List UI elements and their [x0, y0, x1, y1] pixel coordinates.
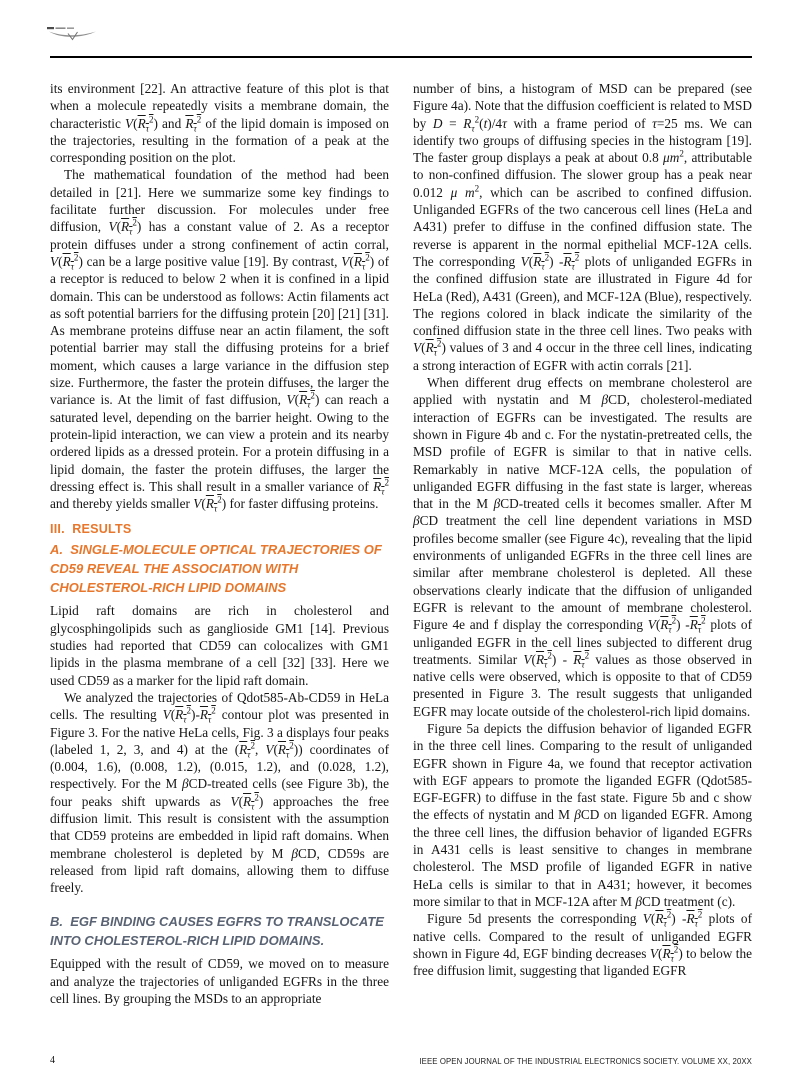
journal-footer-text: IEEE OPEN JOURNAL OF THE INDUSTRIAL ELECTRONICS SOCIETY. VOLUME XX, 20XX: [419, 1057, 752, 1066]
paragraph: We analyzed the trajectories of Qdot585-Ab-CD59 in HeLa cells. The resulting $V(R_\tau^2)-R_\tau^2$ contour plot was presented in Figure 3. For the native HeLa cells, Fig. 3 a displays four peaks (labeled 1, 2, 3, and 4) at the ($R_\tau^2$, $V(R_\tau^2)$) coordinates of (0.004, 1.6), (0.008, 1.2), (0.015, 1.2), and (0.028, 1.2), respectively. For the M βCD-treated cells (see Figure 3b), the four peaks shift upwards as $V(R_\tau^2)$ approaches the free diffusion limit. This result is consistent with the assumption that CD59 proteins are embedded in lipid raft domains. When membrane cholesterol is depleted by M βCD, CD59s are released from lipid raft domains, allowing them to diffuse freely.: [50, 689, 389, 896]
header-divider: [50, 56, 752, 58]
page-header: [50, 22, 752, 56]
publisher-logo-icon: [46, 24, 112, 51]
page-footer: [50, 1055, 752, 1066]
subsection-heading-a: A. SINGLE-MOLECULE OPTICAL TRAJECTORIES OF CD59 REVEAL THE ASSOCIATION WITH CHOLESTEROL-RICH LIPID DOMAINS: [50, 542, 382, 596]
paragraph: The mathematical foundation of the method had been detailed in [21]. Here we summarize some key findings to facilitate further discussion. For molecules under free diffusion, $V(R_\tau^2)$ has a constant value of 2. As a receptor protein diffuses under a strong confinement of actin corral, $V(R_\tau^2)$ can be a large positive value [19]. By contrast, $V(R_\tau^2)$ of a receptor is reduced to below 2 when it is confined in a lipid domain. This can be understood as follows: Actin filaments act as soft potential barriers for the diffusing protein [20] [21] [31]. As membrane proteins diffuse near an actin filament, the soft potential barrier may stall the diffusing proteins for a brief moment, which causes a large variance in the diffusion step size. Furthermore, the faster the protein diffuses, the larger the variance is. At the limit of fast diffusion, $V(R_\tau^2)$ can reach a saturated level, depending on the barrier height. Owing to the protein-lipid interaction, we can view a protein and its nearby ordered lipids as a dressed protein. For a protein diffusing in a lipid domain, the faster the protein diffuses, the larger the dressing effect is. This shall result in a smaller variance of $R_\tau^2$ and thereby yields smaller $V(R_\tau^2)$ for faster diffusing proteins.: [50, 167, 389, 514]
section-heading-results: III. RESULTS: [50, 522, 132, 537]
paragraph: When different drug effects on membrane cholesterol are applied with nystatin and M βCD, cholesterol-mediated interaction of EGFRs can be investigated. The results are shown in Figure 4b and c. For the nystatin-pretreated cells, the MSD profile of EGFR is similar to that in native cells. Remarkably in native MCF-12A cells, the population of unliganded EGFR diffusing in the fast state is larger, whereas that in the M βCD-treated cells it becomes smaller. After M βCD treatment the cell line dependent variations in MSD profiles become smaller (see Figure 4c), revealing that the lipid environments of unliganded EGFRs in the three cell lines are similar after membrane cholesterol is depleted. All these observations clearly indicate that the diffusion of unliganded EGFR is relevant to the amount of membrane cholesterol. Figure 4e and f display the corresponding $V(R_\tau^2)$ $-R_\tau^2$ plots of unliganded EGFR in the cell lines subjected to different drug treatments. Similar $V(R_\tau^2) - R_\tau^2$ values as those observed in native cells were observed, which is opposite to that of CD59 presented in Figure 3. The result suggests that unliganded EGFR may locate outside of the cholesterol-rich lipid domains.: [413, 375, 752, 719]
paragraph: Figure 5a depicts the diffusion behavior of liganded EGFR in the three cell lines. Comparing to the result of unliganded EGFR shown in Figure 4a, we found that receptor activation with EGF appears to promote the liganded EGFR (Qdot585-EGF-EGFR) to diffuse in the fast state. Figure 5b and c show the effects of nystatin and M βCD on liganded EGFR. Among the three cell lines, the diffusion behavior of liganded EGFRs in A431 cells is least sensitive to changes in membrane cholesterol. The MSD profile of liganded EGFR in native HeLa cells is similar to that in A431; however, it becomes more similar to that in MCF-12A after M βCD treatment (c).: [413, 720, 752, 909]
left-column: [50, 80, 389, 1007]
article-body: [50, 80, 752, 1007]
paragraph: Lipid raft domains are rich in cholesterol and glycosphingolipids such as ganglioside GM1 [14]. Previous studies had reported that CD59 can colocalizes with GM1 lipids in the plasma membrane of a cell [32] [33]. Here we used CD59 as a marker for the lipid raft domain.: [50, 603, 389, 688]
paragraph: Figure 5d presents the corresponding $V(R_\tau^2)$ $-R_\tau^2$ plots of native cells. Compared to the result of unliganded EGFR shown in Figure 4d, EGF binding decreases $V(R_\tau^2)$ to below the free diffusion limit, suggesting that liganded EGFR: [413, 909, 753, 979]
paragraph: number of bins, a histogram of MSD can be prepared (see Figure 4a). Note that the diffusion coefficient is related to MSD by $D = R_\tau^2(t)/4\tau$ with a frame period of τ=25 ms. We can identify two groups of diffusing species in the histogram [19]. The faster group displays a peak at about 0.8 $\mu m^2$, attributable to non-confined diffusion. The slower group has a peak near 0.012 μ $m^2$, which can be ascribed to confined diffusion. Unliganded EGFRs of the two cancerous cell lines (HeLa and A431) prefer to diffuse in the confined diffusion state. The reverse is apparent in the normal epithelial MCF-12A cells. The corresponding $V(R_\tau^2)$ $-R_\tau^2$ plots of unliganded EGFRs in the confined diffusion state are illustrated in Figure 4d for HeLa (Red), A431 (Green), and MCF-12A (Blue), respectively. The regions colored in black indicate the similarity of the confined diffusion state in the three cell lines. Two peaks with $V(R_\tau^2)$ values of 3 and 4 occur in the three cell lines, indicating a strong interaction of EGFR with actin corrals [21].: [413, 81, 753, 373]
paragraph: Equipped with the result of CD59, we moved on to measure and analyze the trajectories of unliganded EGFRs in the three cell lines. By grouping the MSDs to an appropriate: [50, 956, 389, 1007]
page-number: 4: [50, 1055, 55, 1066]
paragraph: its environment [22]. An attractive feature of this plot is that when a molecule repeatedly visits a membrane domain, the characteristic $V(R_\tau^2)$ and $R_\tau^2$ of the lipid domain is imposed on the trajectories, resulting in the formation of a peak at the corresponding position on the plot.: [50, 81, 389, 166]
right-column: [413, 80, 752, 1007]
subsection-heading-b: B. EGF BINDING CAUSES EGFRS TO TRANSLOCATE INTO CHOLESTEROL-RICH LIPID DOMAINS.: [50, 914, 384, 949]
